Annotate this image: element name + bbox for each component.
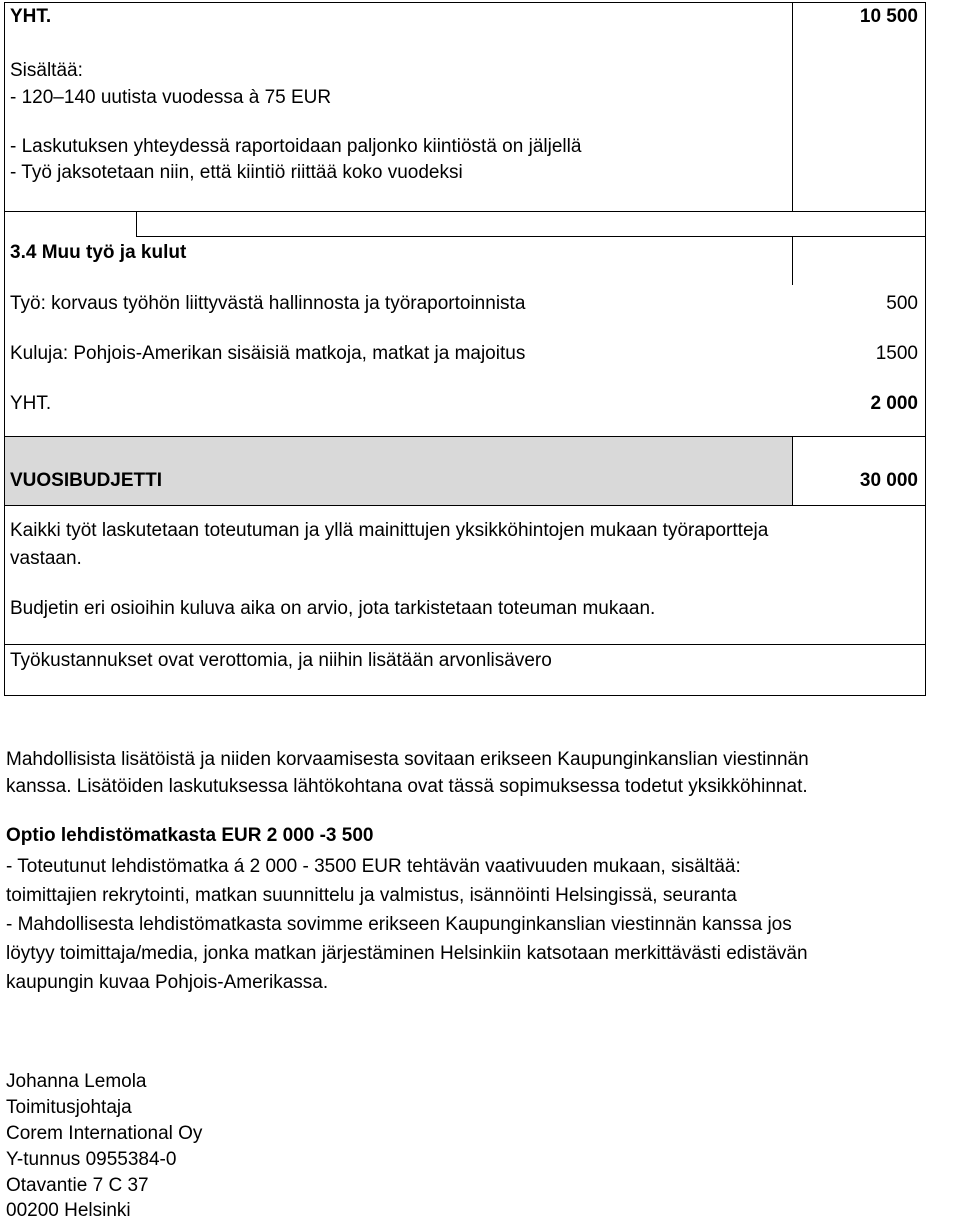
budget-label: VUOSIBUDJETTI	[10, 470, 163, 491]
bullet-item: - Laskutuksen yhteydessä raportoidaan paljonko kiintiöstä on jäljellä	[10, 136, 582, 157]
option-heading: Optio lehdistömatkasta EUR 2 000 -3 500	[6, 825, 374, 846]
total-value: 10 500	[859, 6, 918, 27]
bullet-item: - 120–140 uutista vuodessa à 75 EUR	[10, 87, 332, 108]
table-border	[4, 211, 5, 436]
note-text: Kaikki työt laskutetaan toteutuman ja yllä mainittujen yksikköhintojen mukaan työraportteja	[10, 520, 769, 541]
option-line: kaupungin kuvaa Pohjois-Amerikassa.	[6, 972, 329, 993]
signature-street: Otavantie 7 C 37	[6, 1175, 149, 1196]
budget-value: 30 000	[859, 470, 918, 491]
table-border	[136, 211, 137, 237]
table-border	[136, 236, 926, 237]
extra-work-text: Mahdollisista lisätöistä ja niiden korvaamisesta sovitaan erikseen Kaupunginkanslian viestinnän	[6, 749, 809, 770]
table-border	[925, 211, 926, 696]
table-border	[925, 2, 926, 212]
option-line: - Mahdollisesta lehdistömatkasta sovimme erikseen Kaupunginkanslian viestinnän kanssa jos	[6, 914, 792, 935]
note-text: Budjetin eri osioihin kuluva aika on arvio, jota tarkistetaan toteuman mukaan.	[10, 598, 656, 619]
table-border	[4, 436, 926, 437]
cost-row-label: Kuluja: Pohjois-Amerikan sisäisiä matkoja, matkat ja majoitus	[10, 343, 526, 364]
total-label: YHT.	[10, 6, 52, 27]
table-border	[4, 644, 926, 645]
note-text: Työkustannukset ovat verottomia, ja niihin lisätään arvonlisävero	[10, 650, 552, 671]
cost-row-value: 500	[886, 293, 918, 314]
table-border	[792, 436, 793, 505]
table-border	[4, 436, 5, 696]
table-border	[4, 505, 926, 506]
cost-row-value: 1500	[875, 343, 918, 364]
section-total-value: 2 000	[870, 393, 918, 414]
note-text: vastaan.	[10, 548, 82, 569]
section-heading: 3.4 Muu työ ja kulut	[10, 242, 187, 263]
signature-title: Toimitusjohtaja	[6, 1097, 132, 1118]
option-line: - Toteutunut lehdistömatka á 2 000 - 3500 EUR tehtävän vaativuuden mukaan, sisältää:	[6, 856, 741, 877]
table-border	[792, 2, 793, 212]
extra-work-text: kanssa. Lisätöiden laskutuksessa lähtökohtana ovat tässä sopimuksessa todetut yksikköhinnat.	[6, 776, 808, 797]
table-border	[4, 695, 926, 696]
contains-label: Sisältää:	[10, 60, 83, 81]
cost-row-label: Työ: korvaus työhön liittyvästä hallinnosta ja työraportoinnista	[10, 293, 526, 314]
option-line: toimittajien rekrytointi, matkan suunnittelu ja valmistus, isännöinti Helsingissä, seuranta	[6, 885, 737, 906]
section-total-label: YHT.	[10, 393, 52, 414]
signature-name: Johanna Lemola	[6, 1071, 147, 1092]
table-border	[4, 2, 926, 3]
table-border	[792, 236, 793, 285]
signature-company: Corem International Oy	[6, 1123, 203, 1144]
table-border	[4, 2, 5, 212]
signature-business-id: Y-tunnus 0955384-0	[6, 1149, 177, 1170]
signature-postal: 00200 Helsinki	[6, 1200, 131, 1221]
bullet-item: - Työ jaksotetaan niin, että kiintiö riittää koko vuodeksi	[10, 162, 463, 183]
table-border	[4, 211, 926, 212]
option-line: löytyy toimittaja/media, jonka matkan järjestäminen Helsinkiin katsotaan merkittävästi edistävän	[6, 943, 808, 964]
